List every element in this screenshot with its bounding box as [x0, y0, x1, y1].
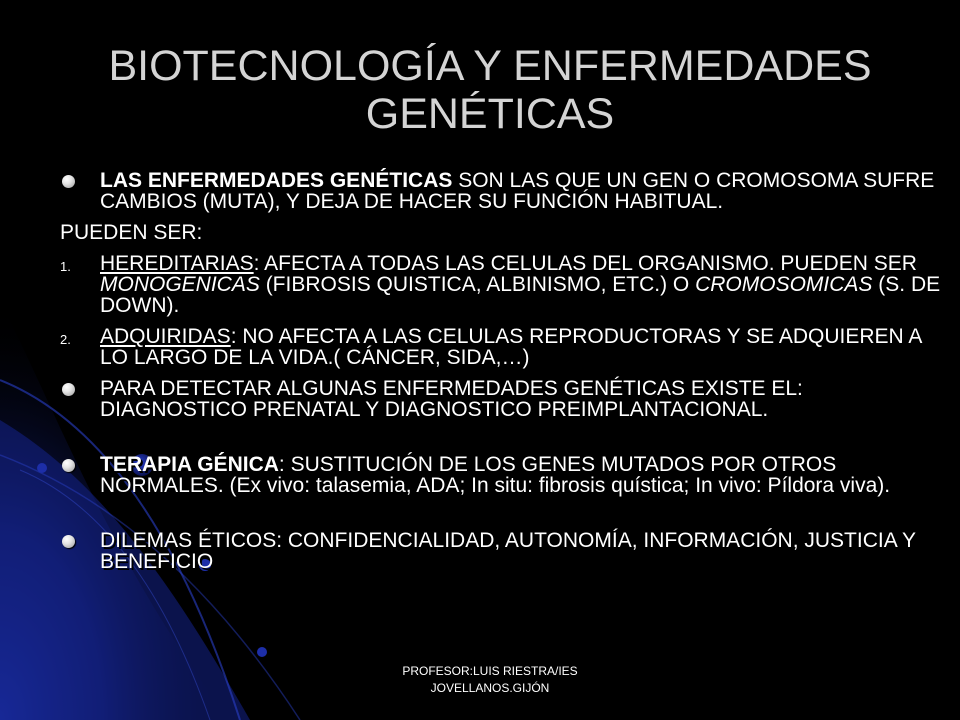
item-number: 2.	[60, 332, 71, 347]
footer-line2: JOVELLANOS.GIJÓN	[430, 681, 550, 695]
bullet-gene-therapy	[60, 454, 945, 496]
item-text: : AFECTA A TODAS LAS CELULAS DEL ORGANISMO. PUEDEN SER	[253, 252, 917, 275]
footer-line1: PROFESOR:LUIS RIESTRA/IES	[402, 664, 578, 678]
definition-text: SON LAS QUE UN GEN O CROMOSOMA SUFRE CAMBIOS (MUTA), Y DEJA DE HACER SU FUNCIÓN HABITUAL.	[100, 169, 935, 213]
bullet-dot-icon	[62, 383, 75, 396]
item-text: (FIBROSIS QUISTICA, ALBINISMO, ETC.) O	[259, 273, 696, 296]
bullet-ethical-dilemmas	[60, 530, 945, 572]
numbered-item-acquired	[60, 326, 945, 368]
slide-title-line2: GENÉTICAS	[365, 90, 615, 138]
ethics-text: DILEMAS ÉTICOS: CONFIDENCIALIDAD, AUTONOMÍA, INFORMACIÓN, JUSTICIA Y BENEFICIO	[100, 529, 916, 573]
bullet-dot-icon	[62, 535, 75, 548]
item-text: : NO AFECTA A LAS CELULAS REPRODUCTORAS Y SE ADQUIEREN A LO LARGO DE LA VIDA.( CÁNCER, SIDA,…)	[100, 325, 922, 369]
term-cromosomicas: CROMOSOMICAS	[695, 273, 873, 296]
slide-footer	[340, 663, 640, 697]
item-text: (S. DE DOWN).	[100, 273, 941, 317]
term-hereditarias: HEREDITARIAS	[100, 252, 254, 275]
slide-title-line1: BIOTECNOLOGÍA Y ENFERMEDADES	[108, 42, 872, 90]
slide-title	[60, 42, 920, 138]
numbered-item-hereditary	[60, 253, 945, 316]
bullet-dot-icon	[62, 175, 75, 188]
pueden-ser-label: PUEDEN SER:	[60, 221, 203, 244]
bullet-dot-icon	[62, 459, 75, 472]
item-number: 1.	[60, 259, 71, 274]
bullet-genetic-diseases	[60, 170, 945, 212]
term-genetic-diseases: LAS ENFERMEDADES GENÉTICAS	[100, 169, 453, 192]
term-adquiridas: ADQUIRIDAS	[100, 325, 231, 348]
slide-content	[60, 170, 945, 582]
term-gene-therapy: TERAPIA GÉNICA	[100, 453, 279, 476]
diagnosis-text: PARA DETECTAR ALGUNAS ENFERMEDADES GENÉTICAS EXISTE EL: DIAGNOSTICO PRENATAL Y DIAGNOSTICO PREIMPLANTACIONAL.	[100, 377, 803, 421]
bullet-diagnosis	[60, 378, 945, 420]
gene-therapy-text: : SUSTITUCIÓN DE LOS GENES MUTADOS POR OTROS NORMALES. (Ex vivo: talasemia, ADA; In situ: fibrosis quística; In vivo: Píldora viva).	[100, 453, 891, 497]
term-monogenicas: MONOGENICAS	[100, 273, 260, 296]
